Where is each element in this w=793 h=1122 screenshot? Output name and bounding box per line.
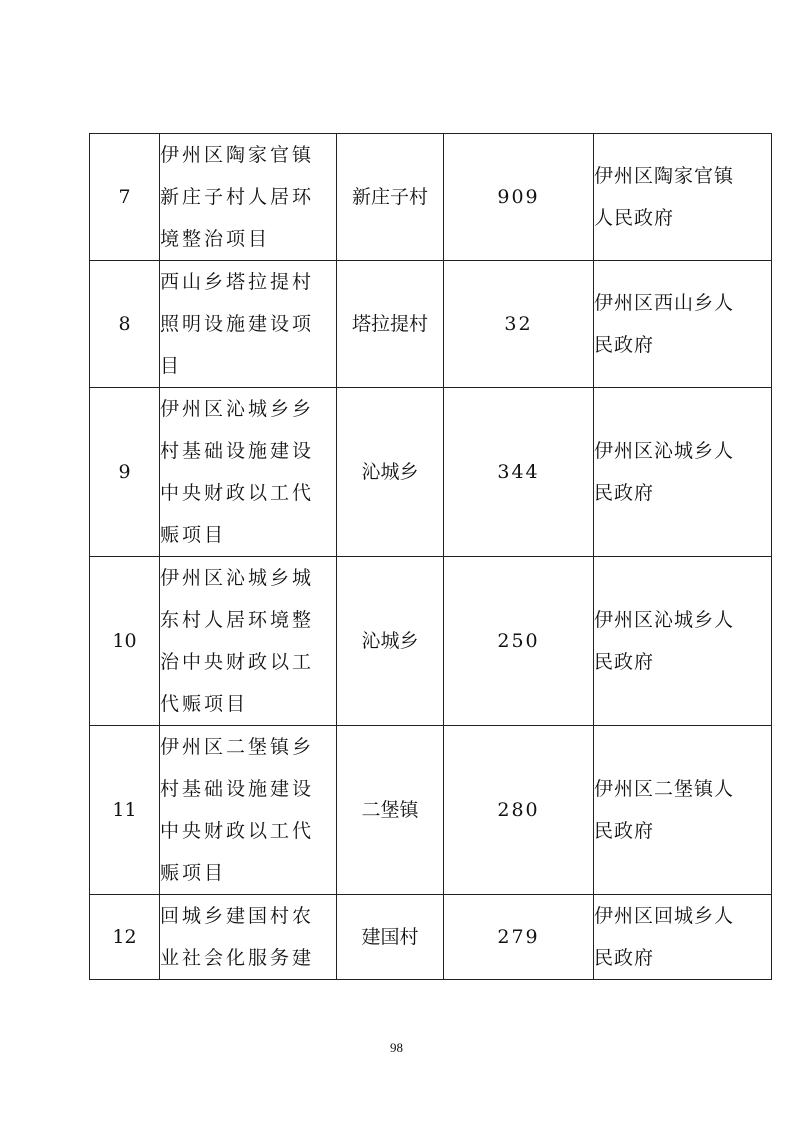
- project-location: 二堡镇: [337, 726, 444, 895]
- project-name: 伊州区沁城乡城 东村人居环境整 治中央财政以工 代赈项目: [160, 557, 337, 726]
- project-location: 建国村: [337, 895, 444, 980]
- project-amount: 280: [444, 726, 594, 895]
- responsible-unit: 伊州区西山乡人 民政府: [594, 261, 772, 388]
- row-number: 10: [90, 557, 160, 726]
- project-name: 伊州区二堡镇乡 村基础设施建设 中央财政以工代 赈项目: [160, 726, 337, 895]
- row-number: 7: [90, 134, 160, 261]
- project-location: 新庄子村: [337, 134, 444, 261]
- project-amount: 32: [444, 261, 594, 388]
- responsible-unit: 伊州区沁城乡人 民政府: [594, 557, 772, 726]
- project-name: 回城乡建国村农 业社会化服务建: [160, 895, 337, 980]
- table-row: [90, 895, 772, 980]
- project-amount: 909: [444, 134, 594, 261]
- project-location: 沁城乡: [337, 557, 444, 726]
- responsible-unit: 伊州区回城乡人 民政府: [594, 895, 772, 980]
- row-number: 9: [90, 388, 160, 557]
- project-table: [89, 133, 772, 980]
- table-row: [90, 388, 772, 557]
- row-number: 12: [90, 895, 160, 980]
- row-number: 8: [90, 261, 160, 388]
- project-location: 沁城乡: [337, 388, 444, 557]
- row-number: 11: [90, 726, 160, 895]
- project-name: 伊州区沁城乡乡 村基础设施建设 中央财政以工代 赈项目: [160, 388, 337, 557]
- table-row: [90, 726, 772, 895]
- project-amount: 279: [444, 895, 594, 980]
- project-amount: 344: [444, 388, 594, 557]
- project-location: 塔拉提村: [337, 261, 444, 388]
- table-row: [90, 557, 772, 726]
- project-name: 西山乡塔拉提村 照明设施建设项 目: [160, 261, 337, 388]
- responsible-unit: 伊州区陶家官镇 人民政府: [594, 134, 772, 261]
- project-name: 伊州区陶家官镇 新庄子村人居环 境整治项目: [160, 134, 337, 261]
- responsible-unit: 伊州区沁城乡人 民政府: [594, 388, 772, 557]
- table-row: [90, 134, 772, 261]
- responsible-unit: 伊州区二堡镇人 民政府: [594, 726, 772, 895]
- page-number: 98: [390, 1040, 403, 1055]
- project-amount: 250: [444, 557, 594, 726]
- table-row: [90, 261, 772, 388]
